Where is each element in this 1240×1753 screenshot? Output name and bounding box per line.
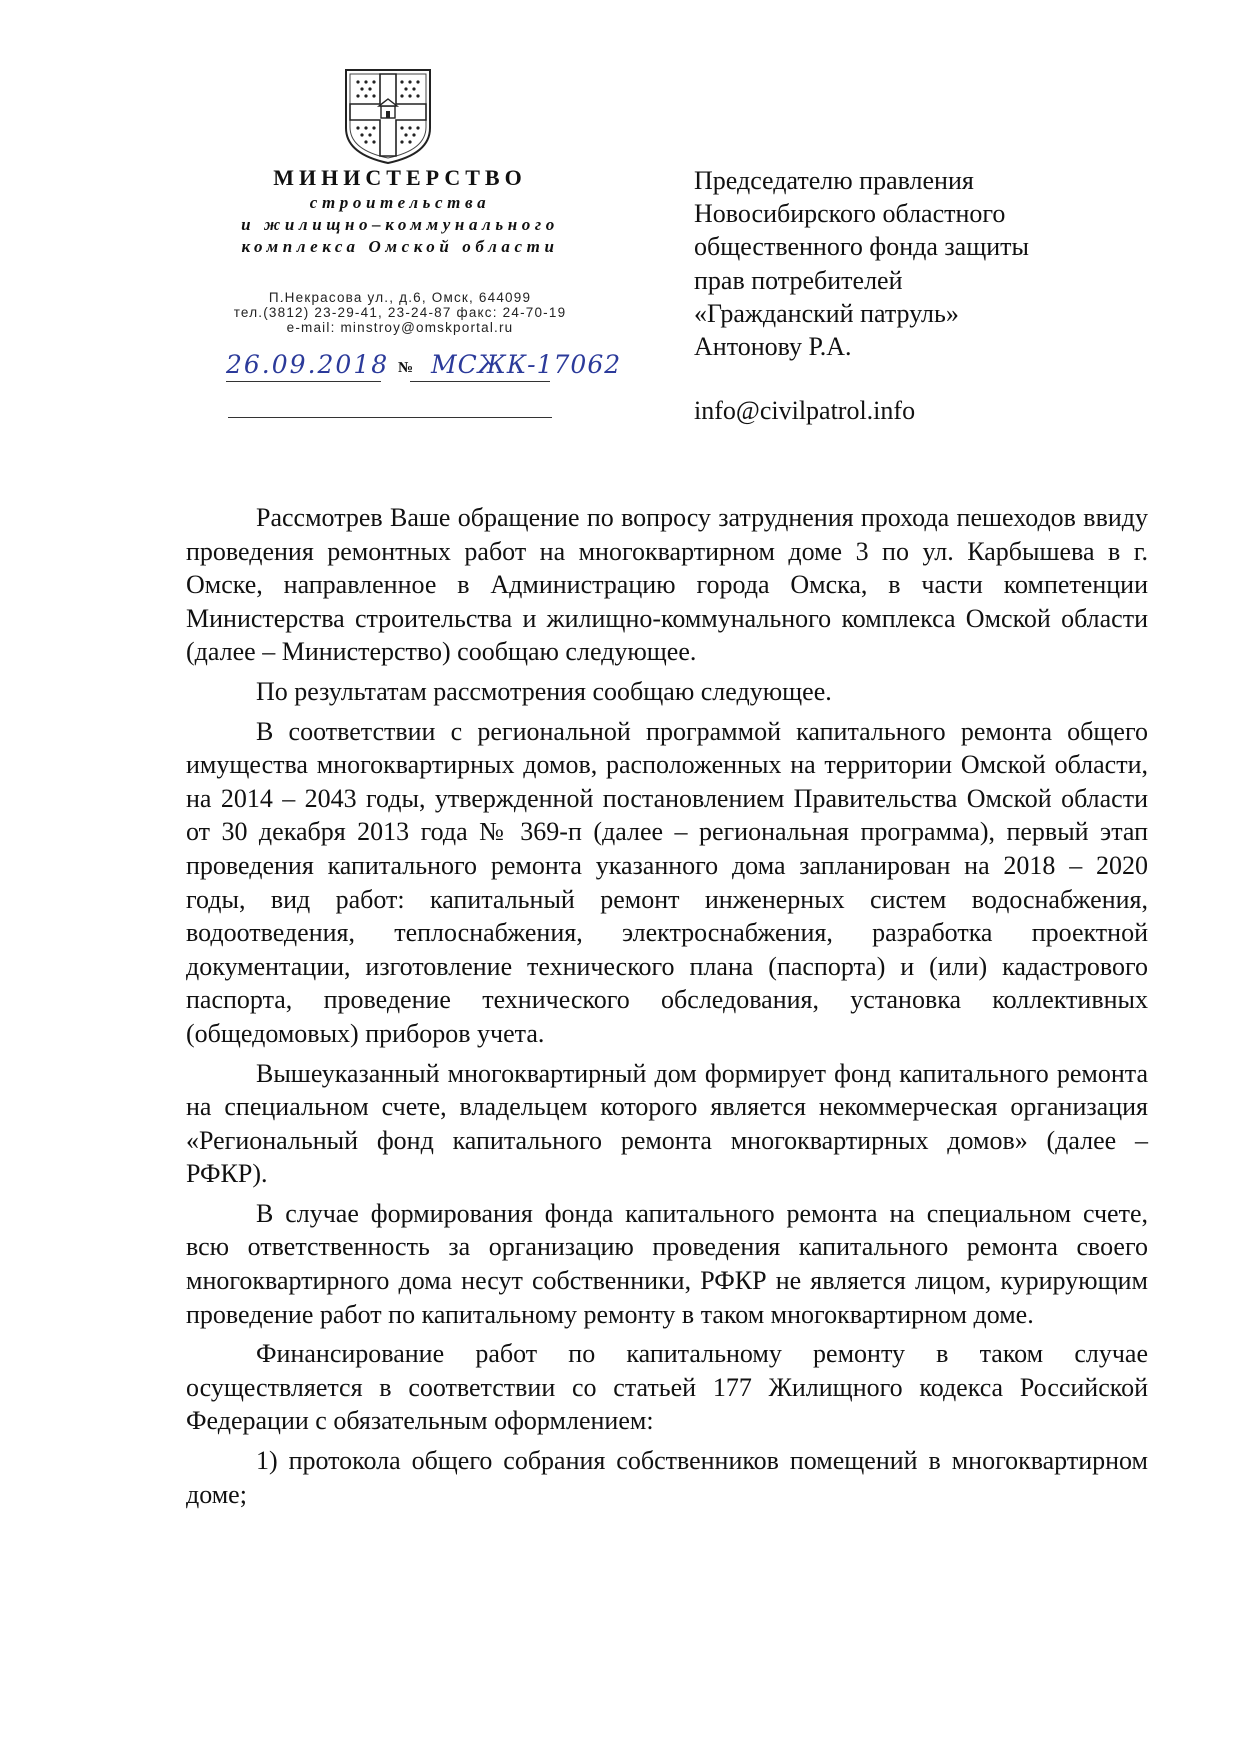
registration-date: 26.09.2018 [226, 350, 390, 379]
addressee-line: Антонову Р.А. [694, 332, 852, 362]
ministry-title: МИНИСТЕРСТВО [273, 165, 527, 190]
addressee-line: Новосибирского областного [694, 199, 1006, 229]
body-paragraph: Вышеуказанный многоквартирный дом формирует фонд капитального ремонта на специальном счете, владельцем которого является некоммерческая организация «Региональный фонд капитального ремонта многоквартирных домов» (далее – РФКР). [186, 1058, 1148, 1189]
ministry-line: строительства [309, 193, 491, 212]
addressee-line: общественного фонда защиты [694, 232, 1029, 262]
registration-line [226, 350, 646, 390]
body-paragraph: Рассмотрев Ваше обращение по вопросу затруднения прохода пешеходов ввиду проведения ремонтных работ на многоквартирном доме 3 по ул. Карбышева в г. Омске, направленное в Администрацию города Омска, в части компетенции Министерства строительства и жилищно-коммунального комплекса Омской области (далее – Министерство) сообщаю следующее. [186, 503, 1148, 667]
body-paragraph: В соответствии с региональной программой капитального ремонта общего имущества многоквартирных домов, расположенных на территории Омской области, на 2014 – 2043 годы, утвержденной постановлением Правительства Омской области от 30 декабря 2013 года № 369-п (далее – региональная программа), первый этап проведения капитального ремонта указанного дома запланирован на 2018 – 2020 годы, вид работ: капитальный ремонт инженерных систем водоснабжения, водоотведения, теплоснабжения, электроснабжения, разработка проектной документации, изготовление технического плана (паспорта) и (или) кадастрового паспорта, проведение технического обследования, установка коллективных (общедомовых) приборов учета. [186, 716, 1148, 1048]
registration-number: МСЖК-17062 [431, 350, 622, 379]
contact-email: e-mail: minstroy@omskportal.ru [286, 320, 514, 335]
ministry-contacts [180, 290, 620, 335]
number-underline [410, 381, 550, 382]
contact-address: П.Некрасова ул., д.6, Омск, 644099 [268, 290, 532, 305]
letter-body [186, 501, 1148, 1515]
body-paragraph: 1) протокола общего собрания собственников помещений в многоквартирном доме; [186, 1446, 1148, 1509]
addressee-line: прав потребителей [694, 265, 903, 295]
body-paragraph: В случае формирования фонда капитального ремонта на специальном счете, всю ответственность за организацию проведения капитального ремонта своего многоквартирного дома несут собственники, РФКР не является лицом, курирующим проведение работ по капитальному ремонту в таком многоквартирном доме. [186, 1198, 1148, 1329]
ministry-line: и жилищно–коммунального [241, 215, 559, 234]
body-paragraph: По результатам рассмотрения сообщаю следующее. [256, 676, 832, 706]
addressee-line: Председателю правления [694, 166, 974, 195]
addressee-line: «Гражданский патруль» [694, 298, 959, 328]
contact-phones: тел.(3812) 23-29-41, 23-24-87 факс: 24-70-19 [233, 305, 567, 320]
ministry-name-block [180, 164, 620, 258]
reference-underline [228, 417, 552, 418]
registration-number-label: № [398, 360, 414, 376]
ministry-line: комплекса Омской области [241, 237, 559, 256]
date-underline [226, 381, 381, 382]
omsk-coat-of-arms-icon [338, 66, 438, 166]
addressee-email: info@civilpatrol.info [694, 396, 916, 425]
body-paragraph: Финансирование работ по капитальному ремонту в таком случае осуществляется в соответствии со статьей 177 Жилищного кодекса Российской Федерации с обязательным оформлением: [186, 1339, 1148, 1436]
addressee-block [694, 164, 1144, 363]
